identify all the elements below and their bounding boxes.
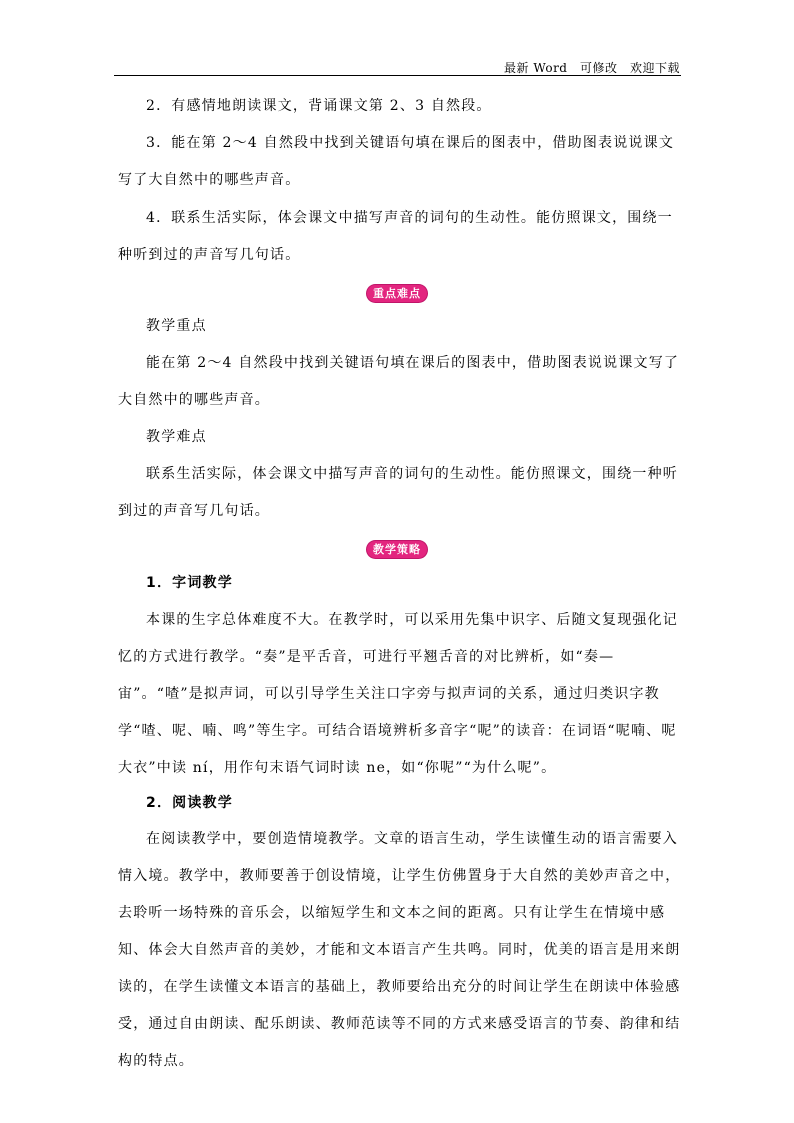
teaching-difficulty-label: 教学难点	[146, 429, 207, 445]
strategy-badge: 教学策略	[367, 541, 427, 558]
teaching-difficulty-text: 联系生活实际，体会课文中描写声音的词句的生动性。能仿照课文，围绕一种听到过的声音写几句话。	[118, 466, 678, 519]
goal-item-4: 4．联系生活实际，体会课文中描写声音的词句的生动性。能仿照课文，围绕一种听到过的声音写几句话。	[118, 210, 673, 263]
strategy-badge-wrapper	[0, 538, 794, 558]
word-teaching-paragraph: 本课的生字总体难度不大。在教学时，可以采用先集中识字、后随文复现强化记忆的方式进行教学。“奏”是平舌音，可进行平翘舌音的对比辨析，如“奏—宙”。“喳”是拟声词，可以引导学生关注口字旁与拟声词的关系，通过归类识字教学“喳、呢、喃、鸣”等生字。可结合语境辨析多音字“呢”的读音：在词语“呢喃、呢大衣”中读 ní，用作句末语气词时读 ne，如“你呢”“为什么呢”。	[118, 612, 678, 776]
key-points-badge-wrapper	[0, 282, 794, 302]
reading-teaching-heading: 2．阅读教学	[146, 795, 233, 811]
header-divider	[114, 75, 681, 76]
goal-item-3: 3．能在第 2～4 自然段中找到关键语句填在课后的图表中，借助图表说说课文写了大自然中的哪些声音。	[118, 135, 675, 188]
teaching-focus-label: 教学重点	[146, 318, 207, 334]
page-header: 最新 Word 可修改 欢迎下载	[504, 61, 680, 75]
teaching-focus-text: 能在第 2～4 自然段中找到关键语句填在课后的图表中，借助图表说说课文写了大自然中的哪些声音。	[118, 355, 680, 408]
word-teaching-heading: 1．字词教学	[146, 575, 233, 591]
key-points-badge: 重点难点	[367, 285, 427, 302]
goal-item-2: 2．有感情地朗读课文，背诵课文第 2、3 自然段。	[146, 98, 492, 114]
reading-teaching-paragraph: 在阅读教学中，要创造情境教学。文章的语言生动，学生读懂生动的语言需要入情入境。教学中，教师要善于创设情境，让学生仿佛置身于大自然的美妙声音之中，去聆听一场特殊的音乐会，以缩短学生和文本之间的距离。只有让学生在情境中感知、体会大自然声音的美妙，才能和文本语言产生共鸣。同时，优美的语言是用来朗读的，在学生读懂文本语言的基础上，教师要给出充分的时间让学生在朗读中体验感受，通过自由朗读、配乐朗读、教师范读等不同的方式来感受语言的节奏、韵律和结构的特点。	[118, 831, 681, 1069]
